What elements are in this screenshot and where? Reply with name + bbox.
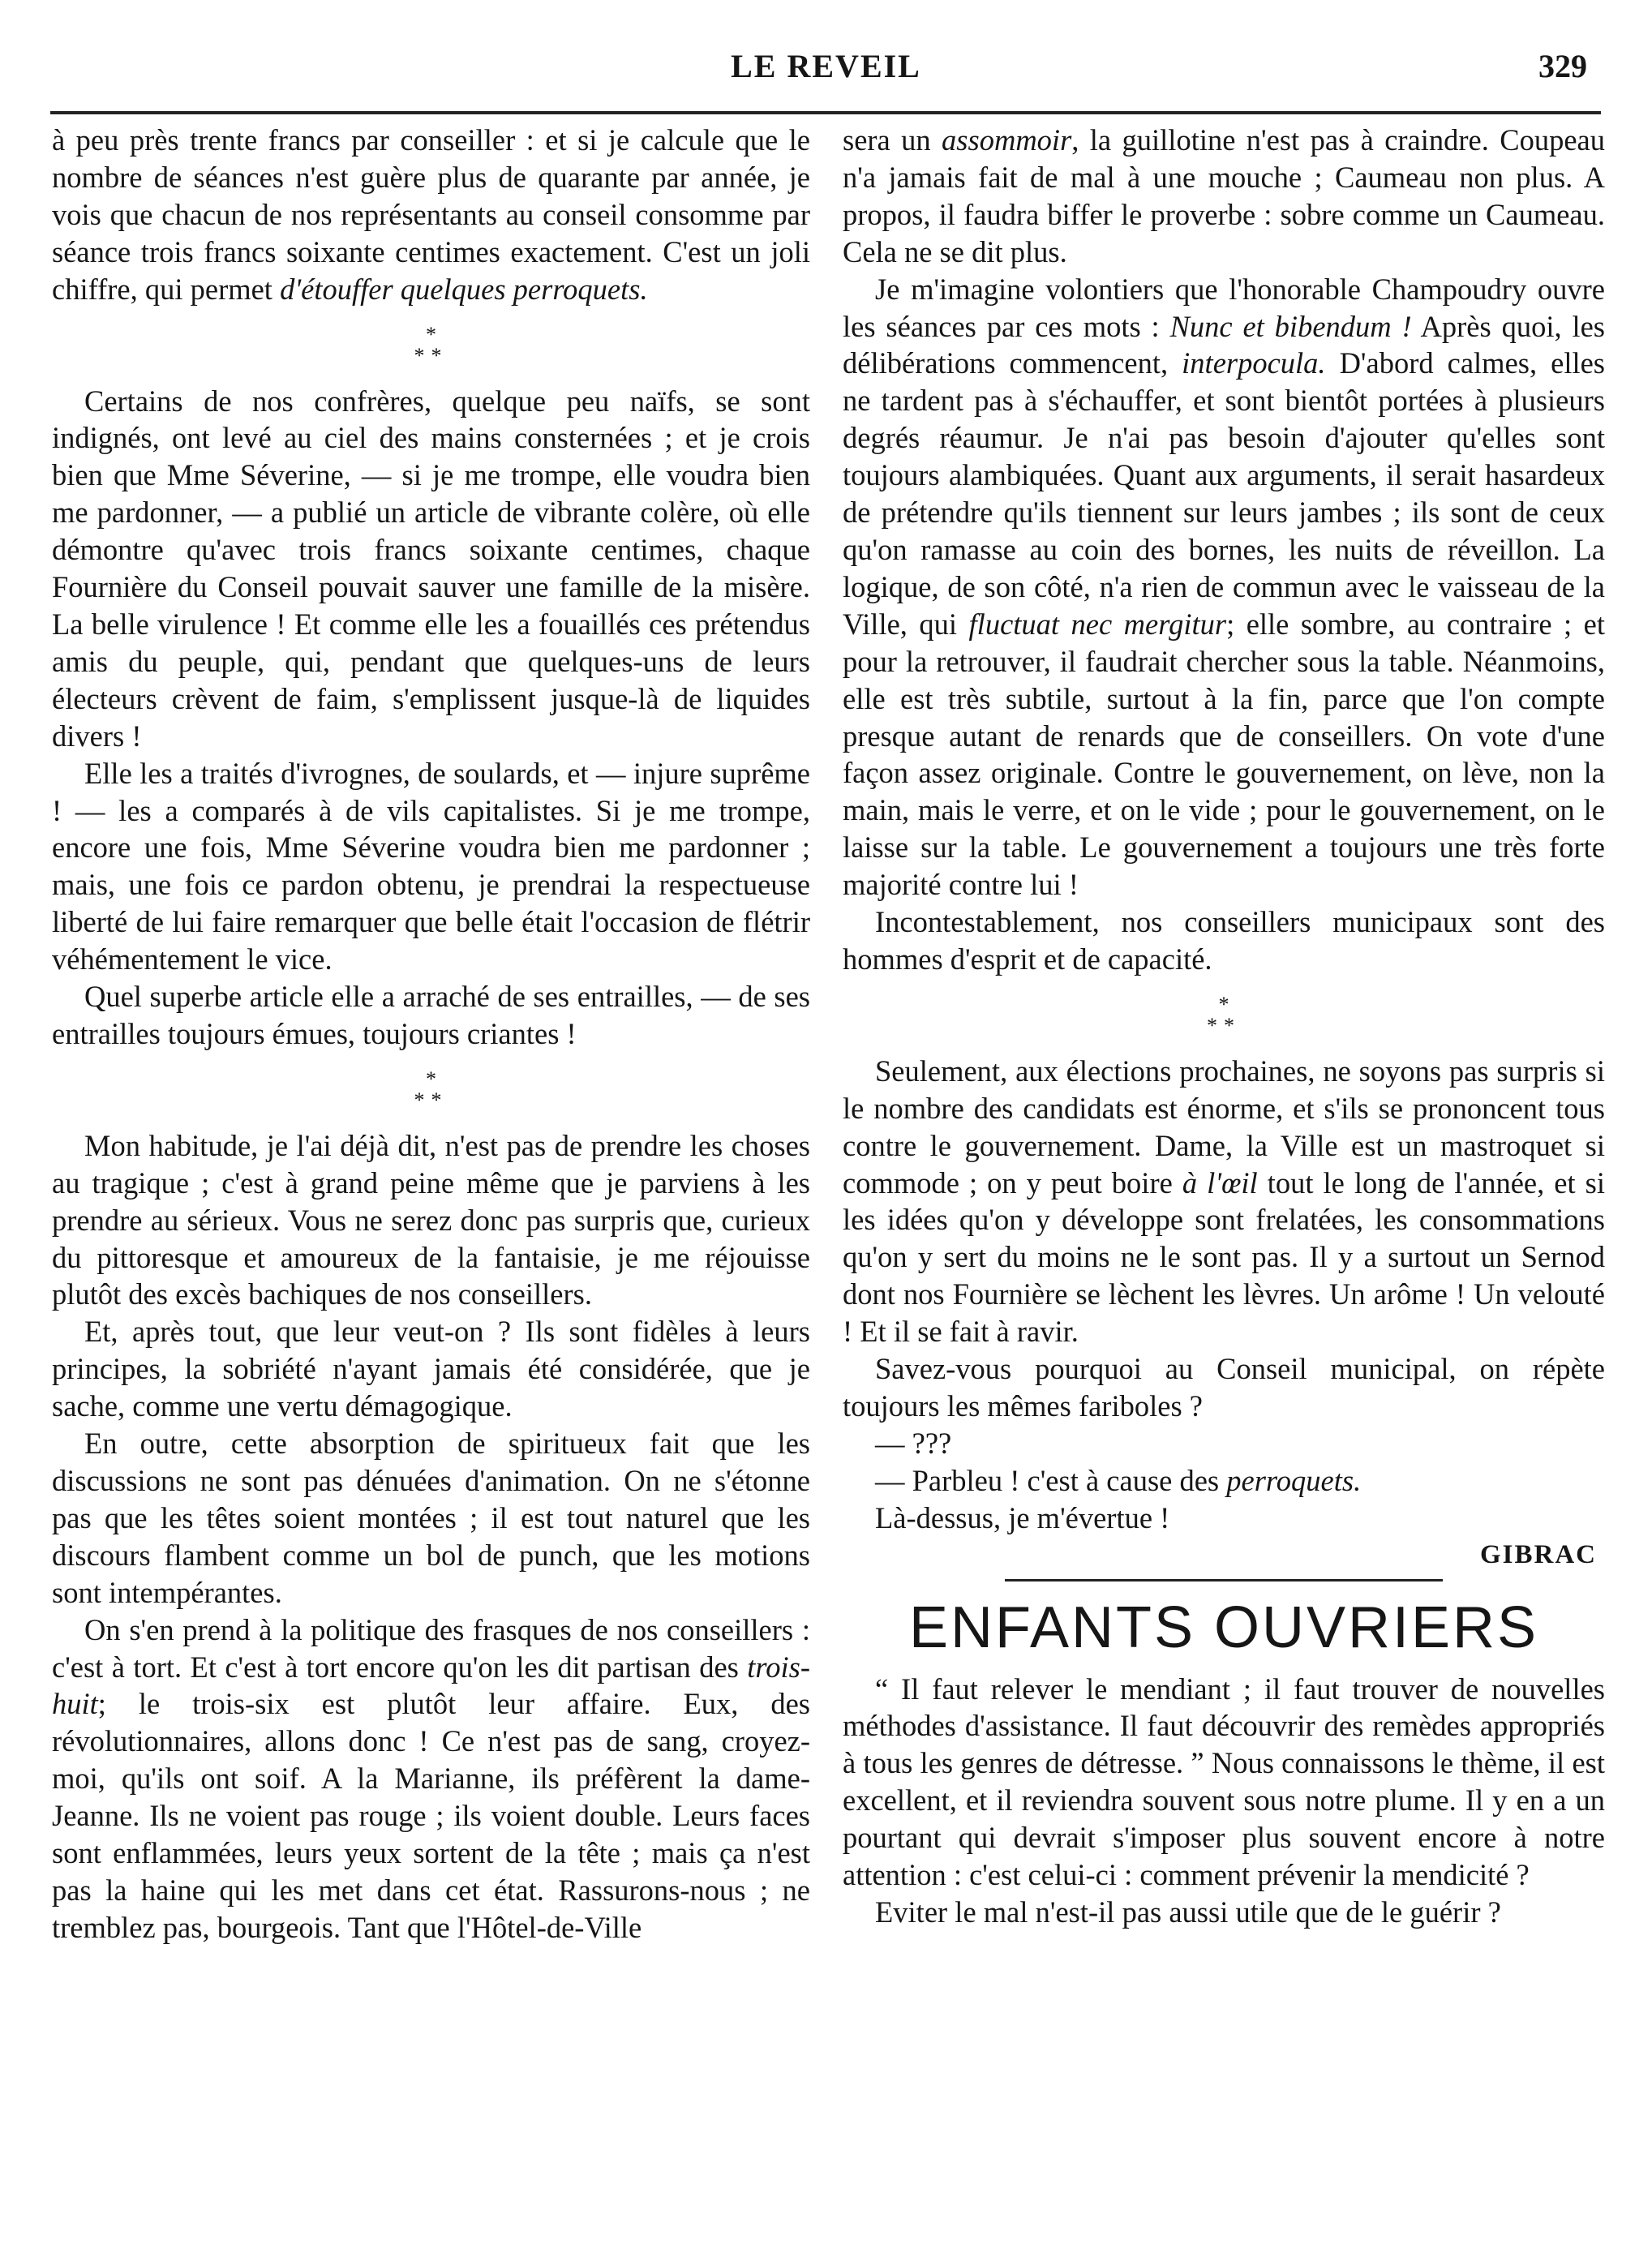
paragraph-text: D'abord calmes, elles ne tardent pas à s'échauffer, et sont bientôt portées à plusieurs degrés réaumur. Je n'ai pas besoin d'ajouter qu'elles sont toujours alambiquées. Quant aux arguments, il serait hasardeux de prétendre qu'ils tiennent sur leurs jambes ; ils sont de ceux qu'on ramasse au coin des bornes, les nuits de réveillon. La logique, de son côté, n'a rien de commun avec le vaisseau de la Ville, qui xyxy=(843,346,1605,641)
signature-rule xyxy=(1005,1579,1443,1581)
paragraph: Certains de nos confrères, quelque peu naïfs, se sont indignés, ont levé au ciel des mains consternées ; et je crois bien que Mme Séverine, — si je me trompe, elle voudra bien me pardonner, — a publié un article de vibrante colère, où elle démontre qu'avec trois francs soixante centimes, chaque Fournière du Conseil pouvait sauver une famille de la misère. La belle virulence ! Et comme elle les a fouaillés ces prétendus amis du peuple, qui, pendant que quelques-uns de leurs électeurs crèvent de faim, s'emplissent jusque-là de liquides divers ! xyxy=(52,384,810,753)
asterism-top: * xyxy=(1218,992,1229,1016)
paragraph: Et, après tout, que leur veut-on ? Ils sont fidèles à leurs principes, la sobriété n'ayant jamais été considérée, que je sache, comme une vertu démagogique. xyxy=(52,1315,810,1423)
paragraph xyxy=(52,1612,810,1946)
paragraph: “ Il faut relever le mendiant ; il faut trouver de nouvelles méthodes d'assistance. Il faut découvrir des remèdes appropriés à tous les genres de détresse. ” Nous connaissons le thème, il est excellent, et il reviendra souvent sous notre plume. Il y en a un pourtant qui devrait s'imposer plus souvent encore à notre attention : c'est celui-ci : comment prévenir la mendicité ? xyxy=(843,1672,1605,1892)
paragraph xyxy=(843,122,1605,271)
section-heading: ENFANTS OUVRIERS xyxy=(908,1594,1539,1660)
paragraph-text: sera un xyxy=(843,123,931,157)
paragraph: En outre, cette absorption de spiritueux fait que les discussions ne sont pas dénuées d'animation. On ne s'étonne pas que les têtes soient montées ; il est tout naturel que les discours flambent comme un bol de punch, que les motions sont intempérantes. xyxy=(52,1427,810,1609)
paragraph-text: Après quoi, les délibérations commencent, xyxy=(843,309,1605,380)
paragraph: Savez-vous pourquoi au Conseil municipal, on répète toujours les mêmes fariboles ? xyxy=(843,1352,1605,1423)
italic-text: fluctuat nec mergitur xyxy=(968,607,1227,641)
asterism-top: * xyxy=(426,1066,436,1091)
paragraph-text: ; le trois-six est plutôt leur affaire. Eux, des révolutionnaires, allons donc ! Ce n'est pas de sang, croyez-moi, qu'ils ont soif. A la Marianne, ils préfèrent la dame-Jeanne. Ils ne voient pas rouge ; ils voient double. Leurs faces sont enflammées, leurs yeux sortent de la tête ; mais ça n'est pas la haine qui les met dans cet état. Rassurons-nous ; ne tremblez pas, bourgeois. Tant que l'Hôtel-de-Ville xyxy=(52,1687,810,1944)
page-header-title: LE REVEIL xyxy=(731,48,921,84)
paragraph-text: — Parbleu ! c'est à cause des xyxy=(875,1463,1220,1497)
section-separator-asterism xyxy=(843,978,1605,1053)
left-column xyxy=(52,122,810,1946)
asterism-bottom: ** xyxy=(414,1088,448,1112)
paragraph: Quel superbe article elle a arraché de ses entrailles, — de ses entrailles toujours émues, toujours criantes ! xyxy=(52,980,810,1050)
italic-text: d'étouffer quelques perroquets. xyxy=(280,272,648,306)
paragraph-text: , la guillotine n'est pas à craindre. Coupeau n'a jamais fait de mal à une mouche ; Caumeau non plus. A propos, il faudra biffer le proverbe : sobre comme un Caumeau. Cela ne se dit plus. xyxy=(843,123,1606,268)
paragraph-text: ; elle sombre, au contraire ; et pour la retrouver, il faudrait chercher sous la table. Néanmoins, elle est très subtile, surtout à la fin, parce que l'on compte presque autant de renards que de conseillers. On vote d'une façon assez originale. Contre le gouvernement, on lève, non la main, mais le verre, et on le vide ; pour le gouvernement, on le laisse sur la table. Le gouvernement a toujours une très forte majorité contre lui ! xyxy=(843,607,1605,902)
section-separator-asterism xyxy=(52,1053,810,1127)
author-signature: GIBRAC xyxy=(1479,1539,1597,1569)
asterism-top: * xyxy=(426,322,436,346)
paragraph-text: Je m'imagine volontiers que l'honorable Champoudry ouvre les séances par ces mots : xyxy=(843,272,1605,343)
paragraph xyxy=(843,1053,1605,1350)
header-rule xyxy=(50,111,1601,114)
italic-text: assommoir xyxy=(942,123,1072,157)
paragraph-text: à peu près trente francs par conseiller : et si je calcule que le nombre de séances n'est guère plus de quarante par année, je vois que chacun de nos représentants au conseil consomme par séance trois francs soixante centimes exactement. C'est un joli chiffre, qui permet xyxy=(52,123,810,306)
paragraph: Eviter le mal n'est-il pas aussi utile que de le guérir ? xyxy=(875,1895,1501,1929)
paragraph-text: Seulement, aux élections prochaines, ne soyons pas surpris si le nombre des candidats est énorme, et s'ils se prononcent tous contre le gouvernement. Dame, la Ville est un mastroquet si commode ; on y peut boire xyxy=(843,1054,1605,1200)
italic-text: à l'œil xyxy=(1182,1165,1258,1200)
paragraph: Elle les a traités d'ivrognes, de soulards, et — injure suprême ! — les a comparés à de vils capitalistes. Si je me trompe, encore une fois, Mme Séverine voudra bien me pardonner ; mais, une fois ce pardon obtenu, je prendrai la respectueuse liberté de lui faire remarquer que belle était l'occasion de flétrir véhémentement le vice. xyxy=(52,756,810,976)
section-separator-asterism xyxy=(52,308,810,383)
paragraph: Là-dessus, je m'évertue ! xyxy=(875,1500,1170,1534)
italic-text: trois-huit xyxy=(52,1650,811,1721)
paragraph-text: tout le long de l'année, et si les idées qu'on y développe sont frelatées, les consommations qu'on y sert du moins ne le sont pas. Il y a surtout un Sernod dont nos Fournière se lèchent les lèvres. Un arôme ! Un velouté ! Et il se fait à ravir. xyxy=(843,1165,1605,1349)
asterism-bottom: ** xyxy=(1207,1013,1241,1037)
paragraph xyxy=(52,122,810,308)
italic-text: interpocula. xyxy=(1182,346,1326,380)
italic-text: Nunc et bibendum ! xyxy=(1169,309,1412,343)
paragraph: Mon habitude, je l'ai déjà dit, n'est pas de prendre les choses au tragique ; c'est à grand peine même que je parviens à les prendre au sérieux. Vous ne serez donc pas surpris que, curieux du pittoresque et amoureux de la fantaisie, je me réjouisse plutôt des excès bachiques de nos conseillers. xyxy=(52,1128,810,1311)
asterism-bottom: ** xyxy=(414,343,448,367)
paragraph: Incontestablement, nos conseillers municipaux sont des hommes d'esprit et de capacité. xyxy=(843,905,1605,976)
paragraph xyxy=(843,1462,1605,1500)
paragraph xyxy=(843,271,1605,903)
italic-text: perroquets. xyxy=(1226,1463,1362,1497)
right-column xyxy=(843,122,1605,1931)
paragraph-text: On s'en prend à la politique des frasques de nos conseillers : c'est à tort. Et c'est à tort encore qu'on les dit partisan des xyxy=(52,1612,810,1684)
page-number: 329 xyxy=(1538,48,1587,84)
paragraph: — ??? xyxy=(875,1426,952,1460)
